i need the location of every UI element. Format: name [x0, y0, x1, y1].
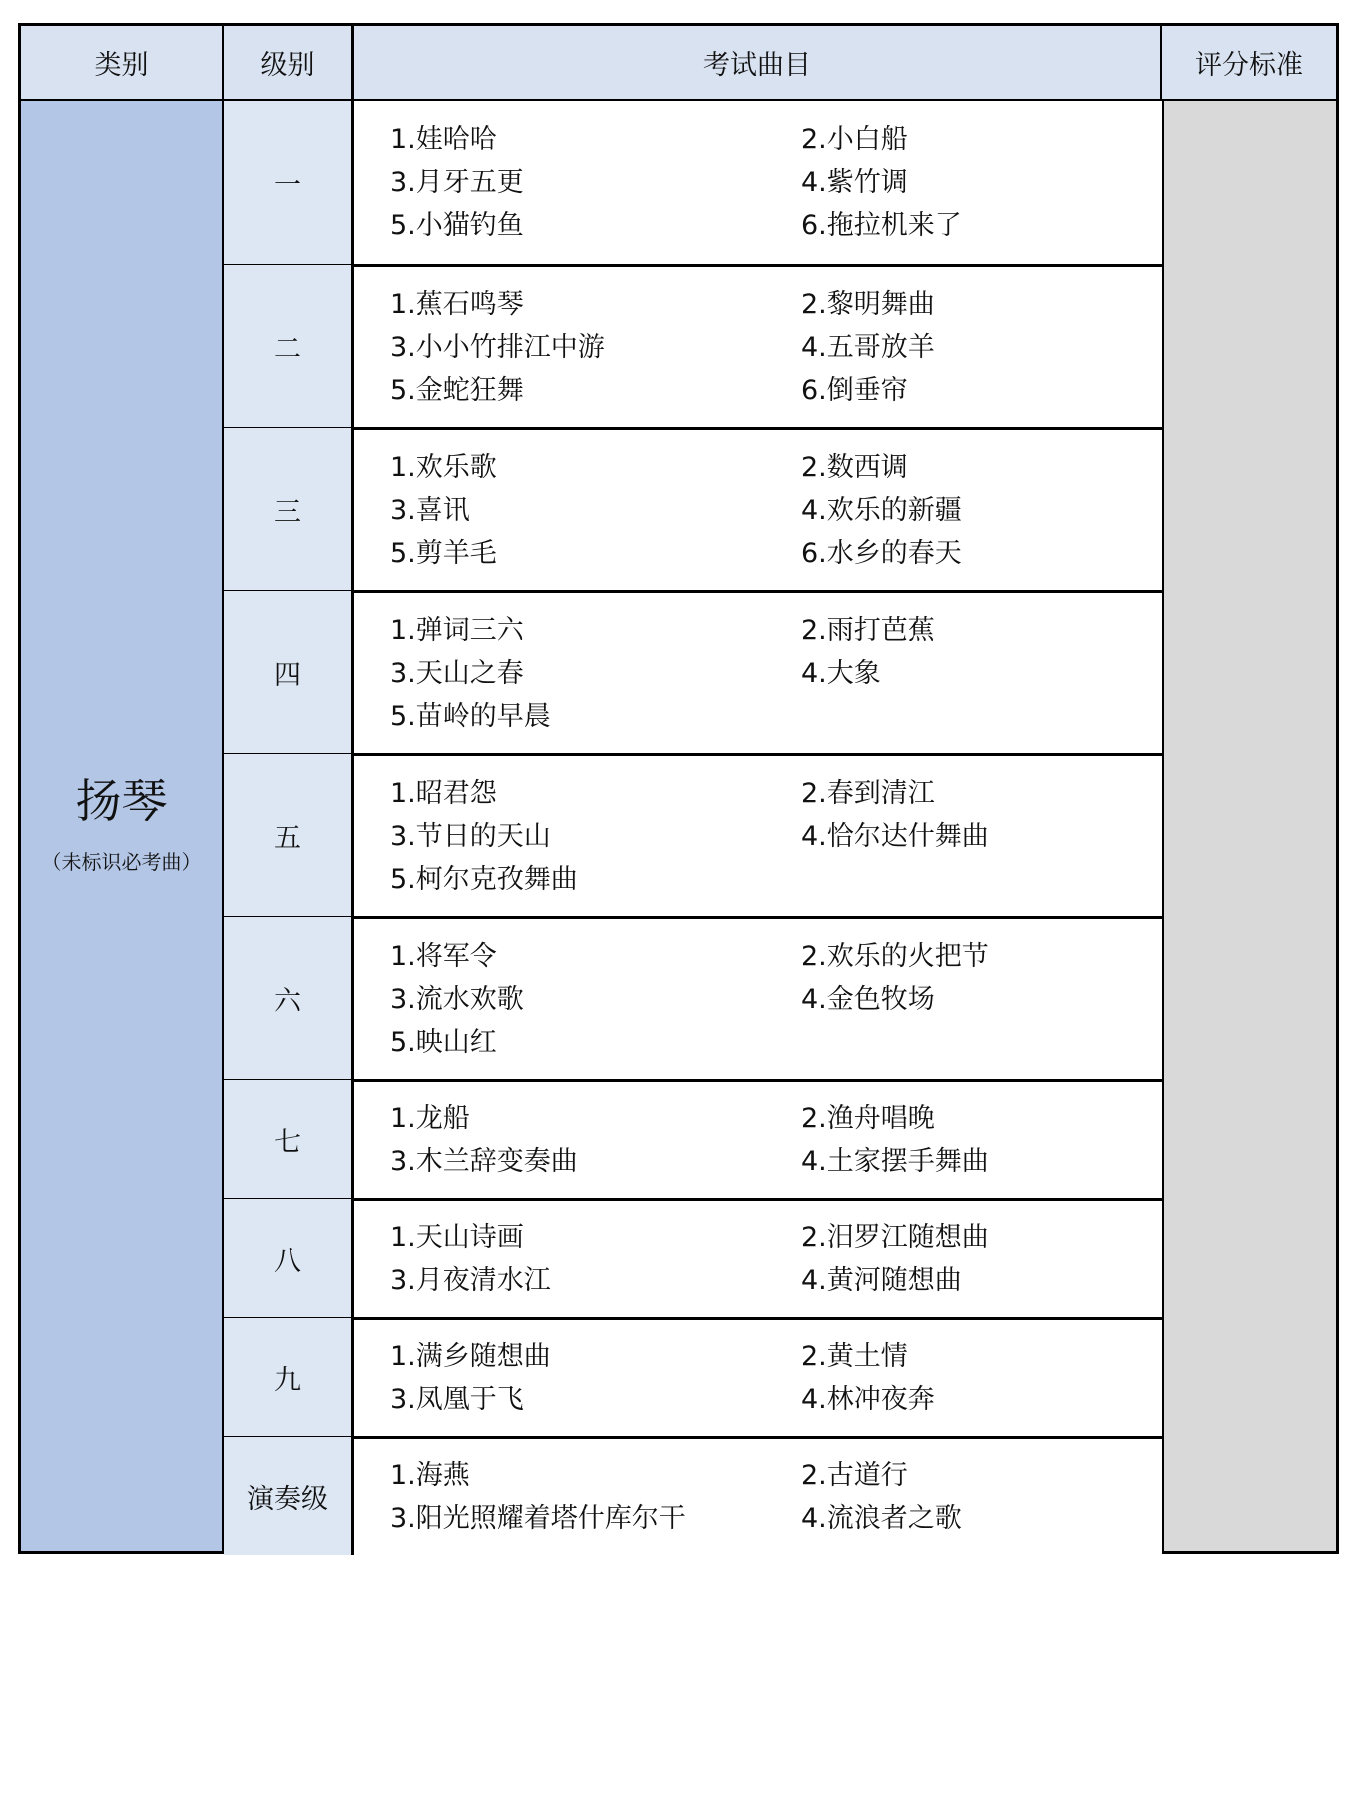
songs-cell	[354, 1079, 1162, 1198]
songs-cell	[354, 590, 1162, 753]
exam-repertoire-table	[18, 23, 1339, 1554]
song-item: 3.月牙五更	[390, 167, 524, 198]
song-item: 5.苗岭的早晨	[390, 700, 551, 732]
song-item: 3.木兰辞变奏曲	[390, 1146, 578, 1177]
table-row	[224, 264, 1162, 427]
songs-cell	[354, 1198, 1162, 1317]
song-item: 5.小猫钓鱼	[390, 210, 524, 241]
song-item: 4.恰尔达什舞曲	[801, 820, 989, 852]
header-criteria: 评分标准	[1162, 26, 1336, 101]
level-cell: 演奏级	[224, 1436, 354, 1555]
song-item: 2.小白船	[801, 124, 908, 155]
song-item: 3.小小竹排江中游	[390, 331, 605, 363]
table-row	[224, 1436, 1162, 1555]
song-item: 5.映山红	[390, 1026, 497, 1058]
table-row	[224, 1317, 1162, 1436]
song-item: 4.林冲夜奔	[801, 1384, 935, 1415]
songs-cell	[354, 753, 1162, 916]
song-item: 3.月夜清水江	[390, 1265, 551, 1296]
song-item: 2.春到清江	[801, 777, 935, 809]
song-item: 1.天山诗画	[390, 1222, 524, 1253]
level-cell: 一	[224, 101, 354, 264]
song-item: 4.黄河随想曲	[801, 1265, 962, 1296]
level-cell: 八	[224, 1198, 354, 1317]
song-item: 1.弹词三六	[390, 614, 524, 646]
header-pieces: 考试曲目	[354, 26, 1162, 101]
songs-cell	[354, 101, 1162, 264]
level-cell: 五	[224, 753, 354, 916]
song-item: 4.土家摆手舞曲	[801, 1146, 989, 1177]
song-item: 4.五哥放羊	[801, 331, 935, 363]
song-item: 5.剪羊毛	[390, 537, 497, 569]
songs-cell	[354, 1436, 1162, 1555]
category-name: 扬琴	[75, 773, 168, 828]
song-item: 2.古道行	[801, 1460, 908, 1491]
level-cell: 九	[224, 1317, 354, 1436]
song-item	[801, 1026, 1162, 1059]
category-cell	[21, 101, 224, 1551]
song-item: 2.欢乐的火把节	[801, 940, 989, 972]
songs-cell	[354, 916, 1162, 1079]
song-item: 2.渔舟唱晚	[801, 1103, 935, 1134]
song-item: 1.昭君怨	[390, 777, 497, 809]
criteria-cell	[1162, 101, 1336, 1551]
song-item: 3.天山之春	[390, 657, 524, 689]
level-cell: 三	[224, 427, 354, 590]
song-item: 4.金色牧场	[801, 983, 935, 1015]
song-item: 4.紫竹调	[801, 167, 908, 198]
song-item: 1.欢乐歌	[390, 451, 497, 483]
category-note: （未标识必考曲）	[41, 849, 202, 874]
table-row	[224, 590, 1162, 753]
song-item: 2.雨打芭蕉	[801, 614, 935, 646]
song-item: 6.拖拉机来了	[801, 210, 962, 241]
song-item: 3.节日的天山	[390, 820, 551, 852]
song-item	[801, 863, 1162, 896]
table-row	[224, 101, 1162, 264]
song-item: 2.黎明舞曲	[801, 288, 935, 320]
level-cell: 七	[224, 1079, 354, 1198]
header-category: 类别	[21, 26, 224, 101]
level-cell: 六	[224, 916, 354, 1079]
song-item: 4.大象	[801, 657, 881, 689]
song-item: 5.金蛇狂舞	[390, 374, 524, 406]
songs-cell	[354, 427, 1162, 590]
song-item: 6.倒垂帘	[801, 374, 908, 406]
songs-cell	[354, 264, 1162, 427]
song-item: 1.龙船	[390, 1103, 470, 1134]
song-item: 2.汨罗江随想曲	[801, 1222, 989, 1253]
table-row	[224, 1079, 1162, 1198]
song-item: 1.海燕	[390, 1460, 470, 1491]
header-level: 级别	[224, 26, 354, 101]
level-cell: 四	[224, 590, 354, 753]
song-item: 5.柯尔克孜舞曲	[390, 863, 578, 895]
song-item: 1.将军令	[390, 940, 497, 972]
song-item: 4.流浪者之歌	[801, 1503, 962, 1534]
table-row	[224, 916, 1162, 1079]
song-item: 3.喜讯	[390, 494, 470, 526]
song-item: 4.欢乐的新疆	[801, 494, 962, 526]
song-item: 1.娃哈哈	[390, 124, 497, 155]
song-item: 2.数西调	[801, 451, 908, 483]
song-item: 3.凤凰于飞	[390, 1384, 524, 1415]
songs-cell	[354, 1317, 1162, 1436]
table-row	[224, 427, 1162, 590]
song-item: 3.流水欢歌	[390, 983, 524, 1015]
song-item: 6.水乡的春天	[801, 537, 962, 569]
song-item	[801, 700, 1162, 733]
table-row	[224, 1198, 1162, 1317]
song-item: 2.黄土情	[801, 1341, 908, 1372]
song-item: 1.蕉石鸣琴	[390, 288, 524, 320]
table-row	[224, 753, 1162, 916]
level-rows	[224, 101, 1162, 1555]
level-cell: 二	[224, 264, 354, 427]
song-item: 3.阳光照耀着塔什库尔干	[390, 1503, 686, 1534]
song-item: 1.满乡随想曲	[390, 1341, 551, 1372]
